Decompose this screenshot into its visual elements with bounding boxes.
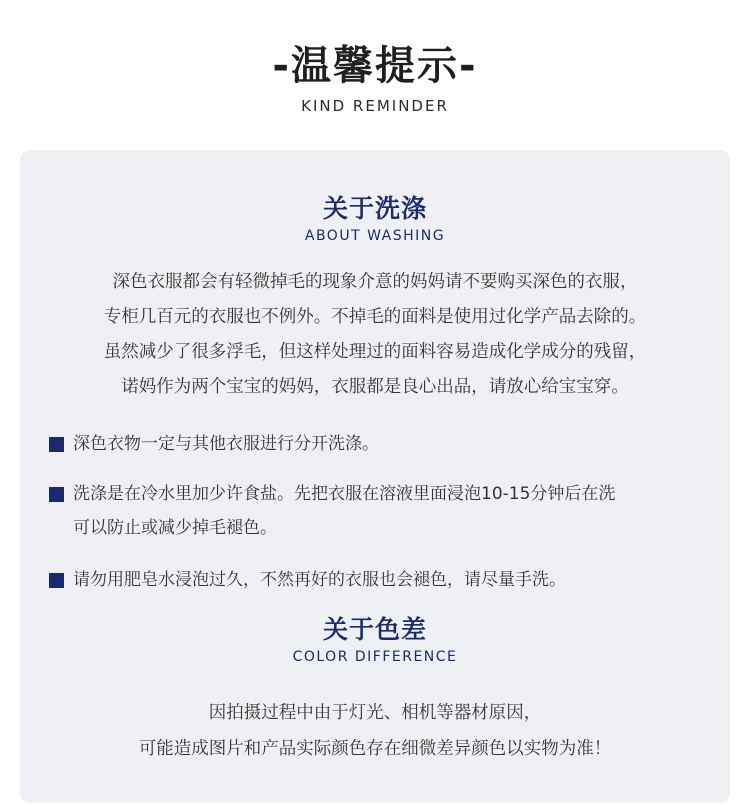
washing-paragraph <box>20 265 730 405</box>
page-title: -温馨提示- <box>272 43 478 89</box>
page-subtitle: KIND REMINDER <box>301 97 449 115</box>
washing-subtitle: ABOUT WASHING <box>304 228 446 244</box>
washing-bullet-item <box>49 563 709 597</box>
color-title: 关于色差 <box>322 615 427 644</box>
bullet-text: 深色衣物一定与其他衣服进行分开洗涤。 <box>73 434 379 454</box>
color-paragraph-line: 可能造成图片和产品实际颜色存在细微差异颜色以实物为准！ <box>138 739 612 759</box>
washing-paragraph-line: 虽然减少了很多浮毛，但这样处理过的面料容易造成化学成分的残留， <box>103 342 647 362</box>
color-section-header <box>20 613 730 666</box>
page-header <box>0 38 750 116</box>
square-bullet-icon <box>49 573 64 588</box>
bullet-text: 请勿用肥皂水浸泡过久，不然再好的衣服也会褪色，请尽量手洗。 <box>73 570 566 590</box>
square-bullet-icon <box>49 437 64 452</box>
washing-paragraph-line: 专柜几百元的衣服也不例外。不掉毛的面料是使用过化学产品去除的。 <box>103 307 647 327</box>
color-subtitle: COLOR DIFFERENCE <box>292 649 458 665</box>
washing-paragraph-line: 诺妈作为两个宝宝的妈妈，衣服都是良心出品，请放心给宝宝穿。 <box>121 377 629 397</box>
reminder-panel <box>20 150 730 803</box>
square-bullet-icon <box>49 487 64 502</box>
washing-title: 关于洗涤 <box>322 194 427 223</box>
washing-section-header <box>20 192 730 245</box>
washing-paragraph-line: 深色衣服都会有轻微掉毛的现象介意的妈妈请不要购买深色的衣服， <box>112 272 638 292</box>
washing-bullet-item <box>49 477 709 545</box>
washing-bullet-item <box>49 427 709 461</box>
bullet-text: 可以防止或减少掉毛褪色。 <box>73 518 277 538</box>
color-paragraph <box>20 695 730 767</box>
color-paragraph-line: 因拍摄过程中由于灯光、相机等器材原因， <box>208 703 542 723</box>
bullet-text: 洗涤是在冷水里加少许食盐。先把衣服在溶液里面浸泡10-15分钟后在洗 <box>73 484 616 504</box>
